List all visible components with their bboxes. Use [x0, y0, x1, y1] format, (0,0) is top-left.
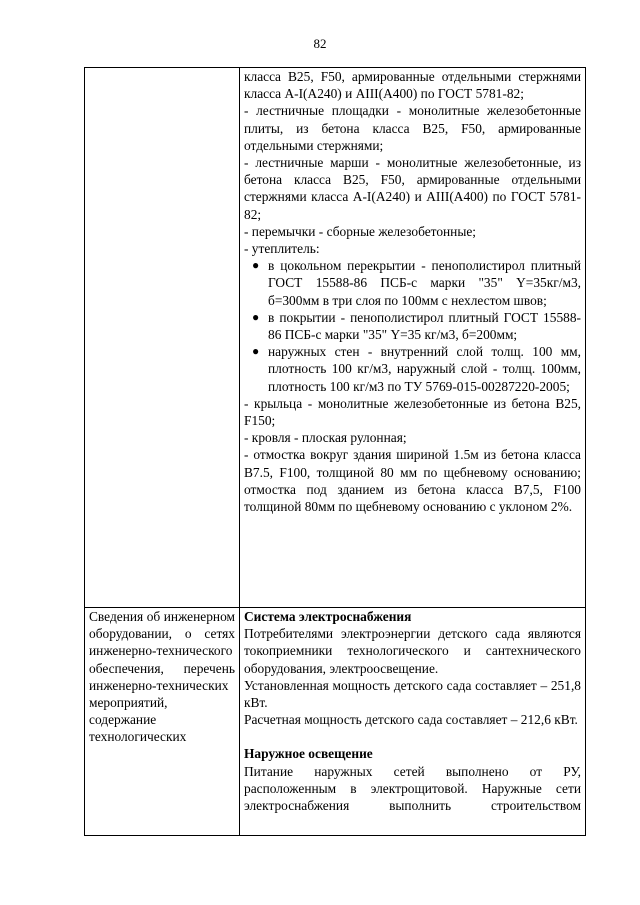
list-item: [252, 257, 581, 309]
section-label: Сведения об инженерном оборудовании, о сетях инженерно-технического обеспечения, перечень инженерно-технических мероприятий, содержание технологических: [89, 609, 235, 745]
text-line: Питание наружных сетей выполнено от РУ, расположенным в электрощитовой. Наружные сети электроснабжения выполнить строительством: [244, 763, 581, 814]
table-row: [85, 608, 586, 836]
list-item: [252, 309, 581, 343]
list-item-text: в покрытии - пенополистирол плитный ГОСТ 15588-86 ПСБ-с марки "35" Y=35 кг/м3, б=200мм;: [268, 309, 581, 343]
text-line: Потребителями электроэнергии детского сада являются токоприемники технологического и сантехнического оборудования, электроосвещение.: [244, 626, 581, 676]
bullet-dot-icon: ●: [252, 344, 260, 359]
outdoor-lighting-title: Наружное освещение: [244, 746, 373, 762]
bullet-dot-icon: ●: [252, 309, 260, 324]
text-line: - утеплитель:: [244, 241, 320, 257]
text-line: - перемычки - сборные железобетонные;: [244, 223, 477, 239]
text-line: - лестничные марши - монолитные железобетонные, из бетона класса В25, F50, армированные отдельными стержнями класса А-I(А240) и АIII(А400) по ГОСТ 5781-82;: [244, 155, 581, 222]
list-item: [252, 343, 581, 395]
text-line: Расчетная мощность детского сада составляет – 212,6 кВт.: [244, 712, 578, 728]
table-row: [85, 68, 586, 608]
bullet-dot-icon: ●: [252, 258, 260, 273]
right-cell-materials: [240, 68, 586, 608]
text-line: Установленная мощность детского сада составляет – 251,8 кВт.: [244, 677, 581, 711]
text-line: классa В25, F50, армированные отдельными стержнями класса А-I(А240) и АIII(А400) по ГОСТ 5781-82;: [244, 69, 581, 102]
insulation-list: [244, 257, 581, 395]
text-line: - кровля - плоская рулонная;: [244, 430, 407, 446]
left-cell-heading: [85, 608, 240, 836]
page-number: 82: [313, 36, 327, 51]
list-item-text: наружных стен - внутренний слой толщ. 100 мм, плотность 100 кг/м3, наружный слой - толщ. 100мм, плотность 100 кг/м3 по ТУ 5769-015-00287220-2005;: [268, 344, 581, 394]
right-cell-power: [240, 608, 586, 836]
spacer: [244, 728, 581, 745]
power-system-title: Система электроснабжения: [244, 609, 412, 624]
list-item-text: в цокольном перекрытии - пенополистирол плитный ГОСТ 15588-86 ПСБ-с марки "35" Y=35кг/м3, б=300мм в три слоя по 100мм с нехлестом швов;: [268, 258, 581, 308]
text-line: - лестничные площадки - монолитные железобетонные плиты, из бетона класса В25, F50, армированные отдельными стержнями;: [244, 103, 581, 153]
document-table: [84, 67, 586, 836]
text-line: - крыльца - монолитные железобетонные из бетона В25, F150;: [244, 395, 581, 429]
left-cell-empty: [85, 68, 240, 608]
text-line: - отмостка вокруг здания шириной 1.5м из бетона класса В7.5, F100, толщиной 80 мм по щебневому основанию; отмостка под зданием из бетона класса В7,5, F100 толщиной 80мм по щебневому основанию с уклоном 2%.: [244, 447, 581, 515]
